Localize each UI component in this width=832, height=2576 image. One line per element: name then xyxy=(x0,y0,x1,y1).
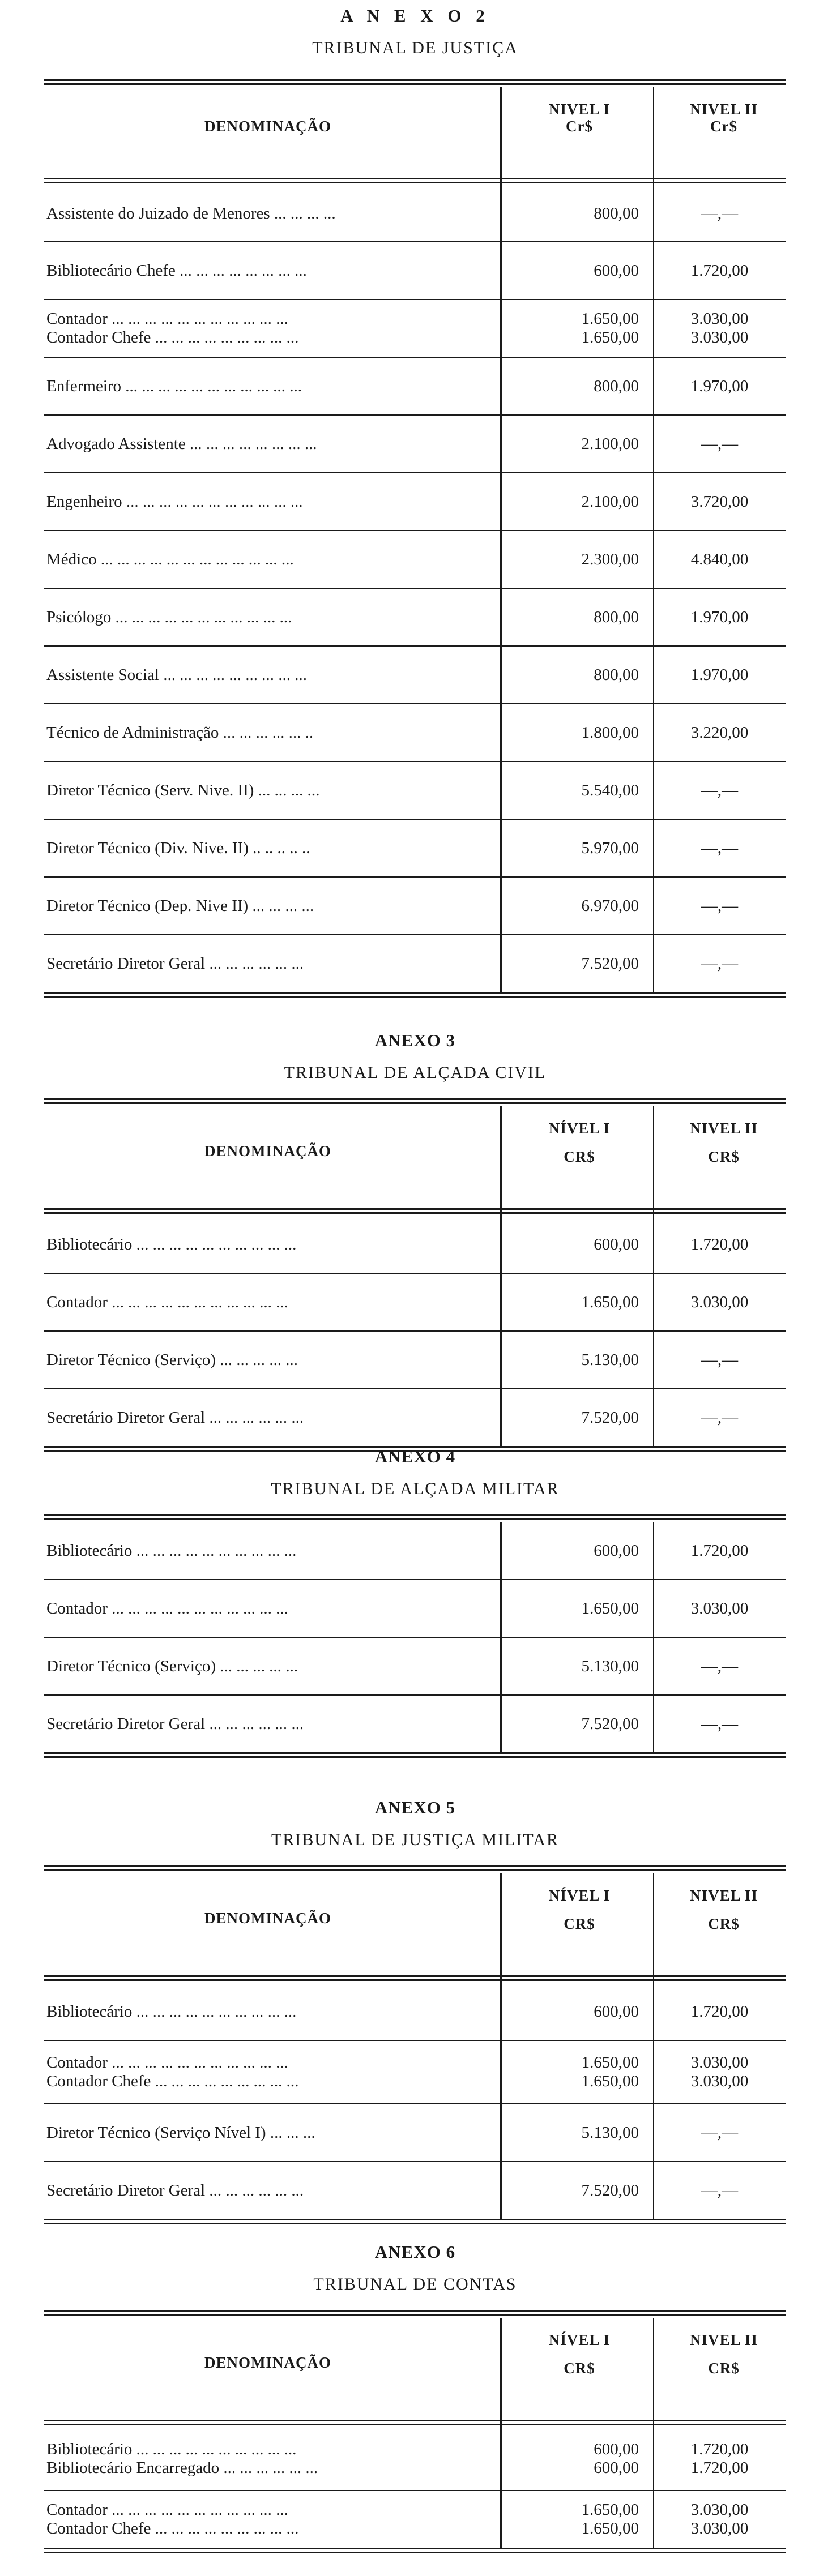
row-nivel-2 xyxy=(653,1409,786,1427)
row-nivel-1 xyxy=(497,1235,639,1254)
nivel-2-value: 1.720,00 xyxy=(690,1541,749,1560)
nivel-1-value: 600,00 xyxy=(594,2002,639,2021)
nivel-1-value: 1.800,00 xyxy=(581,723,639,742)
row-denominacao xyxy=(46,550,488,569)
header-nivel-2: NIVEL II xyxy=(690,1887,758,1904)
row-nivel-2 xyxy=(653,608,786,627)
row-nivel-1 xyxy=(497,550,639,569)
row-nivel-1 xyxy=(497,1542,639,1560)
nivel-2-value: 1.720,00 xyxy=(690,2459,749,2477)
annex-label: ANEXO 5 xyxy=(374,1798,456,1817)
nivel-2-value: 3.030,00 xyxy=(690,2501,749,2519)
denominacao-text: Técnico de Administração ... ... ... ... ... .. xyxy=(46,723,314,742)
nivel-2-value: 1.720,00 xyxy=(690,261,749,280)
column-divider xyxy=(500,1106,502,1446)
column-divider xyxy=(500,87,502,992)
row-nivel-2 xyxy=(653,955,786,973)
column-divider xyxy=(653,1873,654,2219)
nivel-2-value: 1.970,00 xyxy=(690,376,749,395)
row-denominacao xyxy=(46,608,488,627)
header-denominacao: DENOMINAÇÃO xyxy=(204,2354,331,2371)
annex-title: TRIBUNAL DE ALÇADA CIVIL xyxy=(284,1063,547,1082)
denominacao-text: Secretário Diretor Geral ... ... ... ... ... ... xyxy=(46,954,304,973)
denominacao-text: Assistente Social ... ... ... ... ... ... ... ... ... xyxy=(46,665,307,684)
row-nivel-2 xyxy=(653,666,786,684)
row-denominacao xyxy=(46,781,488,800)
row-nivel-2 xyxy=(653,1542,786,1560)
denominacao-text: Contador ... ... ... ... ... ... ... ... ... ... ... xyxy=(46,2053,288,2072)
row-denominacao xyxy=(46,2440,488,2477)
table-row xyxy=(44,1696,786,1752)
table-top-rule xyxy=(44,2310,786,2316)
row-nivel-2 xyxy=(653,2124,786,2142)
nivel-2-value: 1.970,00 xyxy=(690,607,749,626)
row-denominacao xyxy=(46,666,488,684)
row-nivel-1 xyxy=(497,2501,639,2538)
row-denominacao xyxy=(46,1715,488,1734)
nivel-1-value: 5.970,00 xyxy=(581,838,639,857)
row-denominacao xyxy=(46,839,488,858)
annex-title: TRIBUNAL DE CONTAS xyxy=(313,2275,517,2293)
nivel-1-value: 800,00 xyxy=(594,607,639,626)
table-row xyxy=(44,300,786,357)
nivel-1-value: 1.650,00 xyxy=(581,2072,639,2090)
denominacao-text: Bibliotecário Chefe ... ... ... ... ... ... ... ... xyxy=(46,261,307,280)
column-divider xyxy=(653,87,654,992)
nivel-2-value: 3.030,00 xyxy=(690,2072,749,2090)
table-row xyxy=(44,1389,786,1446)
nivel-2-value: —,— xyxy=(701,1408,739,1427)
denominacao-text: Assistente do Juizado de Menores ... ... ... ... xyxy=(46,204,336,222)
nivel-2-value: —,— xyxy=(701,1714,739,1733)
table-row xyxy=(44,242,786,299)
nivel-2-value: 3.030,00 xyxy=(690,1293,749,1311)
column-divider xyxy=(500,1522,502,1752)
header-nivel-2: NIVEL II xyxy=(690,2331,758,2348)
nivel-1-value: 1.650,00 xyxy=(581,310,639,328)
table-row xyxy=(44,531,786,588)
row-nivel-1 xyxy=(497,1657,639,1676)
row-nivel-2 xyxy=(653,1235,786,1254)
column-divider xyxy=(653,2318,654,2548)
nivel-1-value: 1.650,00 xyxy=(581,1599,639,1618)
nivel-1-value: 1.650,00 xyxy=(581,2053,639,2072)
denominacao-text: Contador Chefe ... ... ... ... ... ... ... ... ... xyxy=(46,328,299,346)
denominacao-text: Médico ... ... ... ... ... ... ... ... ... ... ... ... xyxy=(46,550,294,568)
nivel-2-value: 4.840,00 xyxy=(690,550,749,568)
nivel-2-value: —,— xyxy=(701,1350,739,1369)
annex-title: TRIBUNAL DE JUSTIÇA xyxy=(312,38,518,57)
row-nivel-2 xyxy=(653,839,786,858)
nivel-2-value: —,— xyxy=(701,2181,739,2200)
header-nivel-1: NIVEL I xyxy=(548,101,611,118)
row-nivel-1 xyxy=(497,1715,639,1734)
denominacao-text: Contador Chefe ... ... ... ... ... ... ... ... ... xyxy=(46,2519,299,2538)
header-nivel-1-currency: CR$ xyxy=(564,2360,595,2377)
nivel-1-value: 6.970,00 xyxy=(581,896,639,915)
header-rule xyxy=(44,2420,786,2425)
row-nivel-2 xyxy=(653,310,786,347)
row-nivel-2 xyxy=(653,550,786,569)
row-nivel-2 xyxy=(653,1351,786,1370)
table-bottom-rule xyxy=(44,2219,786,2224)
denominacao-text: Bibliotecário Encarregado ... ... ... ... ... ... xyxy=(46,2459,318,2477)
table-row xyxy=(44,1983,786,2040)
nivel-2-value: 1.720,00 xyxy=(690,2440,749,2458)
table-top-rule xyxy=(44,1098,786,1104)
row-nivel-1 xyxy=(497,262,639,280)
table-bottom-rule xyxy=(44,2548,786,2553)
denominacao-text: Contador Chefe ... ... ... ... ... ... ... ... ... xyxy=(46,2072,299,2090)
nivel-2-value: 3.030,00 xyxy=(690,1599,749,1618)
row-denominacao xyxy=(46,1235,488,1254)
table-row xyxy=(44,935,786,992)
table-row xyxy=(44,473,786,530)
row-nivel-1 xyxy=(497,839,639,858)
header-rule xyxy=(44,1975,786,1981)
row-denominacao xyxy=(46,2002,488,2021)
table-row xyxy=(44,1580,786,1637)
nivel-1-value: 600,00 xyxy=(594,1541,639,1560)
table-row xyxy=(44,2104,786,2161)
table-row xyxy=(44,647,786,703)
table-bottom-rule xyxy=(44,992,786,998)
denominacao-text: Bibliotecário ... ... ... ... ... ... ... ... ... ... xyxy=(46,2440,297,2458)
table-row xyxy=(44,186,786,241)
table-row xyxy=(44,762,786,819)
denominacao-text: Advogado Assistente ... ... ... ... ... ... ... ... xyxy=(46,434,317,453)
row-denominacao xyxy=(46,2124,488,2142)
nivel-1-value: 800,00 xyxy=(594,665,639,684)
nivel-1-value: 1.650,00 xyxy=(581,1293,639,1311)
table-row xyxy=(44,704,786,761)
row-denominacao xyxy=(46,493,488,511)
row-denominacao xyxy=(46,204,488,223)
table-row xyxy=(44,1216,786,1273)
nivel-2-value: 1.970,00 xyxy=(690,665,749,684)
nivel-1-value: 800,00 xyxy=(594,204,639,222)
column-divider xyxy=(653,1106,654,1446)
nivel-1-value: 7.520,00 xyxy=(581,2181,639,2200)
row-nivel-1 xyxy=(497,955,639,973)
nivel-2-value: —,— xyxy=(701,954,739,973)
row-nivel-1 xyxy=(497,1409,639,1427)
nivel-1-value: 1.650,00 xyxy=(581,2501,639,2519)
row-denominacao xyxy=(46,435,488,453)
header-nivel-1-currency: Cr$ xyxy=(566,118,593,135)
row-denominacao xyxy=(46,955,488,973)
row-nivel-2 xyxy=(653,2440,786,2477)
row-nivel-1 xyxy=(497,310,639,347)
annex-title: TRIBUNAL DE ALÇADA MILITAR xyxy=(271,1479,560,1498)
row-nivel-1 xyxy=(497,2053,639,2091)
table-top-rule xyxy=(44,79,786,85)
header-nivel-2-currency: CR$ xyxy=(708,2360,740,2377)
table-row xyxy=(44,1274,786,1330)
row-nivel-2 xyxy=(653,2181,786,2200)
denominacao-text: Diretor Técnico (Serviço Nível I) ... ... ... xyxy=(46,2123,315,2142)
table-row xyxy=(44,2162,786,2219)
nivel-1-value: 5.130,00 xyxy=(581,1350,639,1369)
nivel-1-value: 2.100,00 xyxy=(581,434,639,453)
header-nivel-2-currency: Cr$ xyxy=(710,118,737,135)
denominacao-text: Psicólogo ... ... ... ... ... ... ... ... ... ... ... xyxy=(46,607,292,626)
nivel-2-value: 3.030,00 xyxy=(690,310,749,328)
column-divider xyxy=(653,1522,654,1752)
header-nivel-1: NÍVEL I xyxy=(548,1887,611,1904)
row-nivel-2 xyxy=(653,1657,786,1676)
nivel-2-value: 3.030,00 xyxy=(690,328,749,346)
denominacao-text: Secretário Diretor Geral ... ... ... ... ... ... xyxy=(46,1714,304,1733)
annex-label: ANEXO 3 xyxy=(374,1030,456,1050)
table-top-rule xyxy=(44,1865,786,1871)
nivel-2-value: 3.220,00 xyxy=(690,723,749,742)
row-denominacao xyxy=(46,310,488,347)
row-nivel-1 xyxy=(497,781,639,800)
row-nivel-1 xyxy=(497,2124,639,2142)
nivel-1-value: 1.650,00 xyxy=(581,328,639,346)
row-nivel-1 xyxy=(497,1599,639,1618)
nivel-1-value: 2.100,00 xyxy=(581,492,639,511)
denominacao-text: Bibliotecário ... ... ... ... ... ... ... ... ... ... xyxy=(46,2002,297,2021)
row-denominacao xyxy=(46,1351,488,1370)
nivel-2-value: —,— xyxy=(701,896,739,915)
table-row xyxy=(44,589,786,645)
row-nivel-2 xyxy=(653,204,786,223)
nivel-2-value: —,— xyxy=(701,781,739,799)
annex-title: TRIBUNAL DE JUSTIÇA MILITAR xyxy=(271,1830,559,1849)
denominacao-text: Bibliotecário ... ... ... ... ... ... ... ... ... ... xyxy=(46,1541,297,1560)
row-nivel-1 xyxy=(497,204,639,223)
table-bottom-rule xyxy=(44,1752,786,1758)
header-nivel-2-currency: CR$ xyxy=(708,1148,740,1165)
row-nivel-1 xyxy=(497,493,639,511)
row-nivel-1 xyxy=(497,377,639,396)
header-rule xyxy=(44,1208,786,1214)
table-row xyxy=(44,1638,786,1694)
nivel-1-value: 2.300,00 xyxy=(581,550,639,568)
row-nivel-1 xyxy=(497,1293,639,1312)
row-denominacao xyxy=(46,1599,488,1618)
header-nivel-1-currency: CR$ xyxy=(564,1915,595,1932)
row-denominacao xyxy=(46,2053,488,2091)
table-row xyxy=(44,2491,786,2548)
row-nivel-2 xyxy=(653,377,786,396)
column-divider xyxy=(500,2318,502,2548)
row-nivel-1 xyxy=(497,897,639,915)
header-nivel-1: NÍVEL I xyxy=(548,2331,611,2348)
nivel-1-value: 5.130,00 xyxy=(581,2123,639,2142)
row-nivel-2 xyxy=(653,1293,786,1312)
row-nivel-2 xyxy=(653,1599,786,1618)
annex-label: ANEXO 4 xyxy=(374,1447,456,1466)
row-nivel-1 xyxy=(497,608,639,627)
table-row xyxy=(44,820,786,876)
row-nivel-1 xyxy=(497,666,639,684)
row-denominacao xyxy=(46,1409,488,1427)
row-nivel-1 xyxy=(497,2181,639,2200)
table-row xyxy=(44,878,786,934)
header-rule xyxy=(44,178,786,183)
annex-label: A N E X O 2 xyxy=(340,6,490,25)
denominacao-text: Contador ... ... ... ... ... ... ... ... ... ... ... xyxy=(46,2501,288,2519)
nivel-1-value: 5.540,00 xyxy=(581,781,639,799)
nivel-2-value: —,— xyxy=(701,1657,739,1675)
header-denominacao: DENOMINAÇÃO xyxy=(204,1142,331,1159)
nivel-2-value: 1.720,00 xyxy=(690,2002,749,2021)
nivel-1-value: 600,00 xyxy=(594,2459,639,2477)
nivel-2-value: —,— xyxy=(701,434,739,453)
denominacao-text: Enfermeiro ... ... ... ... ... ... ... ... ... ... ... xyxy=(46,376,302,395)
nivel-1-value: 600,00 xyxy=(594,261,639,280)
nivel-2-value: 3.030,00 xyxy=(690,2053,749,2072)
row-nivel-1 xyxy=(497,2440,639,2477)
row-nivel-2 xyxy=(653,435,786,453)
nivel-2-value: 3.720,00 xyxy=(690,492,749,511)
nivel-1-value: 800,00 xyxy=(594,376,639,395)
row-denominacao xyxy=(46,724,488,742)
header-nivel-1-currency: CR$ xyxy=(564,1148,595,1165)
row-nivel-2 xyxy=(653,1715,786,1734)
table-top-rule xyxy=(44,1514,786,1520)
denominacao-text: Diretor Técnico (Div. Nive. II) .. .. .. .. .. xyxy=(46,838,310,857)
nivel-2-value: —,— xyxy=(701,204,739,222)
row-nivel-2 xyxy=(653,493,786,511)
denominacao-text: Diretor Técnico (Serv. Nive. II) ... ... ... ... xyxy=(46,781,320,799)
row-denominacao xyxy=(46,1542,488,1560)
nivel-2-value: 1.720,00 xyxy=(690,1235,749,1253)
table-row xyxy=(44,1522,786,1579)
row-denominacao xyxy=(46,377,488,396)
denominacao-text: Secretário Diretor Geral ... ... ... ... ... ... xyxy=(46,2181,304,2200)
table-row xyxy=(44,2428,786,2490)
row-denominacao xyxy=(46,897,488,915)
nivel-1-value: 7.520,00 xyxy=(581,954,639,973)
header-denominacao: DENOMINAÇÃO xyxy=(204,118,331,135)
row-nivel-2 xyxy=(653,2002,786,2021)
denominacao-text: Diretor Técnico (Serviço) ... ... ... ... ... xyxy=(46,1350,298,1369)
nivel-1-value: 7.520,00 xyxy=(581,1408,639,1427)
nivel-2-value: —,— xyxy=(701,838,739,857)
denominacao-text: Contador ... ... ... ... ... ... ... ... ... ... ... xyxy=(46,310,288,328)
denominacao-text: Engenheiro ... ... ... ... ... ... ... ... ... ... ... xyxy=(46,492,303,511)
nivel-1-value: 600,00 xyxy=(594,1235,639,1253)
table-row xyxy=(44,358,786,414)
table-row xyxy=(44,1332,786,1388)
header-nivel-1: NÍVEL I xyxy=(548,1120,611,1137)
nivel-1-value: 600,00 xyxy=(594,2440,639,2458)
denominacao-text: Contador ... ... ... ... ... ... ... ... ... ... ... xyxy=(46,1293,288,1311)
row-denominacao xyxy=(46,2501,488,2538)
denominacao-text: Bibliotecário ... ... ... ... ... ... ... ... ... ... xyxy=(46,1235,297,1253)
row-nivel-2 xyxy=(653,2053,786,2091)
row-nivel-2 xyxy=(653,2501,786,2538)
row-denominacao xyxy=(46,2181,488,2200)
row-nivel-2 xyxy=(653,897,786,915)
header-nivel-2-currency: CR$ xyxy=(708,1915,740,1932)
nivel-2-value: 3.030,00 xyxy=(690,2519,749,2538)
table-row xyxy=(44,2041,786,2103)
nivel-2-value: —,— xyxy=(701,2123,739,2142)
nivel-1-value: 1.650,00 xyxy=(581,2519,639,2538)
header-denominacao: DENOMINAÇÃO xyxy=(204,1910,331,1927)
row-nivel-1 xyxy=(497,724,639,742)
nivel-1-value: 7.520,00 xyxy=(581,1714,639,1733)
denominacao-text: Diretor Técnico (Serviço) ... ... ... ... ... xyxy=(46,1657,298,1675)
denominacao-text: Contador ... ... ... ... ... ... ... ... ... ... ... xyxy=(46,1599,288,1618)
row-nivel-1 xyxy=(497,435,639,453)
row-nivel-1 xyxy=(497,1351,639,1370)
row-nivel-1 xyxy=(497,2002,639,2021)
denominacao-text: Secretário Diretor Geral ... ... ... ... ... ... xyxy=(46,1408,304,1427)
row-nivel-2 xyxy=(653,724,786,742)
row-denominacao xyxy=(46,1657,488,1676)
denominacao-text: Diretor Técnico (Dep. Nive II) ... ... ... ... xyxy=(46,896,314,915)
row-nivel-2 xyxy=(653,262,786,280)
row-denominacao xyxy=(46,262,488,280)
nivel-1-value: 5.130,00 xyxy=(581,1657,639,1675)
header-nivel-2: NIVEL II xyxy=(690,101,758,118)
column-divider xyxy=(500,1873,502,2219)
annex-label: ANEXO 6 xyxy=(374,2242,456,2262)
header-nivel-2: NIVEL II xyxy=(690,1120,758,1137)
row-nivel-2 xyxy=(653,781,786,800)
table-row xyxy=(44,416,786,472)
row-denominacao xyxy=(46,1293,488,1312)
